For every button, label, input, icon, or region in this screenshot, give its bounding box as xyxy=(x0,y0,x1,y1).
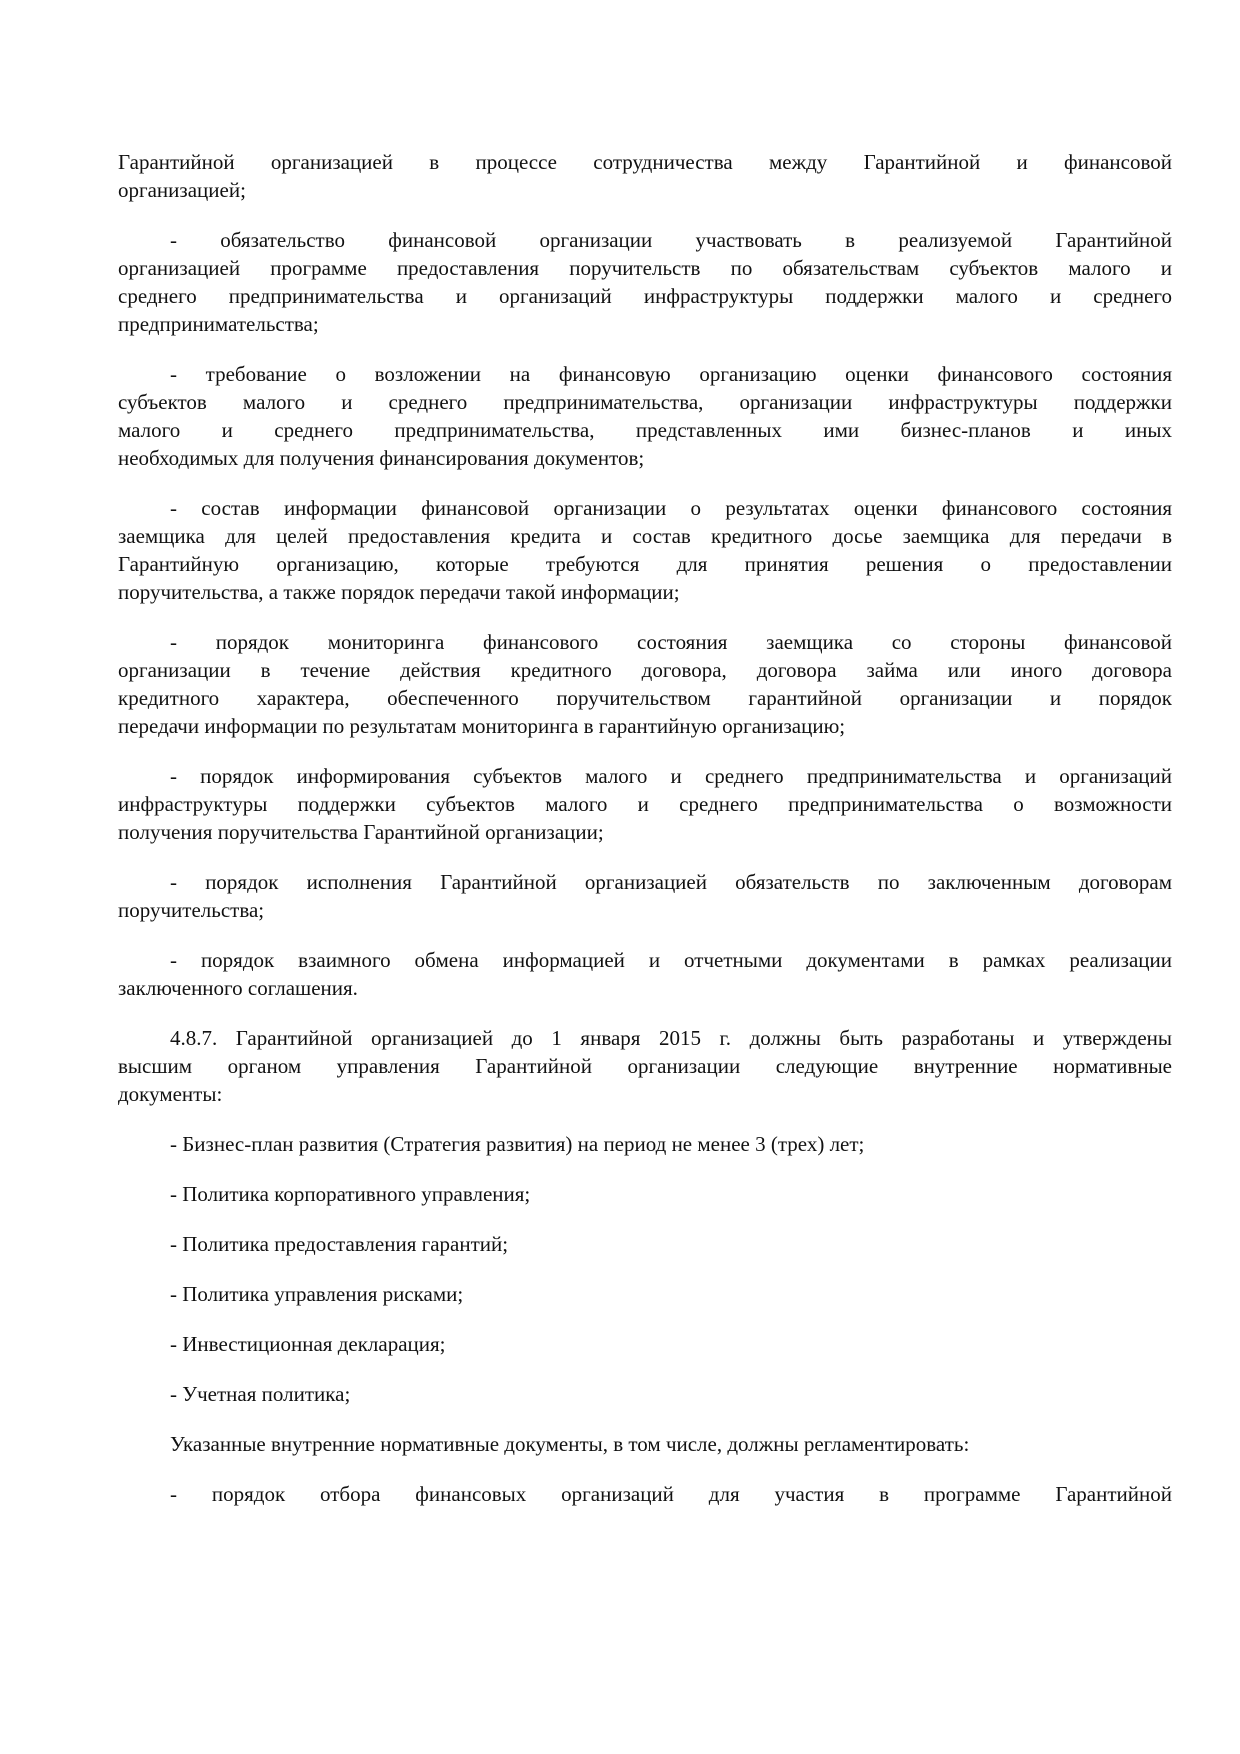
text-line: заключенного соглашения. xyxy=(118,976,358,1000)
document-page xyxy=(118,148,1172,1530)
paragraph xyxy=(118,628,1172,740)
paragraph xyxy=(118,1024,1172,1108)
paragraph xyxy=(118,1480,1172,1508)
text-line: - Инвестиционная декларация; xyxy=(170,1332,446,1356)
text-line: получения поручительства Гарантийной организации; xyxy=(118,820,604,844)
paragraph xyxy=(118,762,1172,846)
text-line: необходимых для получения финансирования документов; xyxy=(118,446,645,470)
text-line: Указанные внутренние нормативные документы, в том числе, должны регламентировать: xyxy=(170,1432,970,1456)
text-line: - Бизнес-план развития (Стратегия развития) на период не менее 3 (трех) лет; xyxy=(170,1132,865,1156)
text-line: кредитного характера, обеспеченного поручительством гарантийной организации и порядок xyxy=(118,686,1172,710)
text-line: среднего предпринимательства и организаций инфраструктуры поддержки малого и среднего xyxy=(118,284,1172,308)
paragraph xyxy=(118,868,1172,924)
text-line: поручительства; xyxy=(118,898,265,922)
text-line: поручительства, а также порядок передачи такой информации; xyxy=(118,580,680,604)
text-line: - порядок исполнения Гарантийной организацией обязательств по заключенным договорам xyxy=(170,870,1172,894)
paragraph xyxy=(118,360,1172,472)
text-line: документы: xyxy=(118,1082,223,1106)
paragraph xyxy=(118,1280,1172,1308)
text-line: - состав информации финансовой организации о результатах оценки финансового состояния xyxy=(170,496,1172,520)
text-line: - порядок взаимного обмена информацией и отчетными документами в рамках реализации xyxy=(170,948,1172,972)
text-line: высшим органом управления Гарантийной организации следующие внутренние нормативные xyxy=(118,1054,1172,1078)
paragraph xyxy=(118,226,1172,338)
paragraph xyxy=(118,148,1172,204)
text-line: заемщика для целей предоставления кредита и состав кредитного досье заемщика для передачи в xyxy=(118,524,1172,548)
text-line: Гарантийной организацией в процессе сотрудничества между Гарантийной и финансовой xyxy=(118,150,1172,174)
text-line: предпринимательства; xyxy=(118,312,319,336)
text-line: Гарантийную организацию, которые требуются для принятия решения о предоставлении xyxy=(118,552,1172,576)
text-line: - Политика управления рисками; xyxy=(170,1282,464,1306)
paragraph xyxy=(118,1430,1172,1458)
paragraph xyxy=(118,946,1172,1002)
text-line: субъектов малого и среднего предпринимательства, организации инфраструктуры поддержки xyxy=(118,390,1172,414)
paragraph xyxy=(118,1180,1172,1208)
text-line: - требование о возложении на финансовую организацию оценки финансового состояния xyxy=(170,362,1172,386)
paragraph xyxy=(118,1330,1172,1358)
text-line: организацией; xyxy=(118,178,246,202)
paragraph xyxy=(118,1130,1172,1158)
text-line: - порядок информирования субъектов малого и среднего предпринимательства и организаций xyxy=(170,764,1172,788)
text-line: 4.8.7. Гарантийной организацией до 1 января 2015 г. должны быть разработаны и утверждены xyxy=(170,1026,1172,1050)
text-line: передачи информации по результатам мониторинга в гарантийную организацию; xyxy=(118,714,846,738)
text-line: - обязательство финансовой организации участвовать в реализуемой Гарантийной xyxy=(170,228,1172,252)
text-line: организацией программе предоставления поручительств по обязательствам субъектов малого и xyxy=(118,256,1172,280)
text-line: инфраструктуры поддержки субъектов малого и среднего предпринимательства о возможности xyxy=(118,792,1172,816)
text-line: - порядок мониторинга финансового состояния заемщика со стороны финансовой xyxy=(170,630,1172,654)
paragraph xyxy=(118,1380,1172,1408)
text-line: организации в течение действия кредитного договора, договора займа или иного договора xyxy=(118,658,1172,682)
paragraph xyxy=(118,1230,1172,1258)
text-line: - Политика предоставления гарантий; xyxy=(170,1232,509,1256)
text-line: - порядок отбора финансовых организаций для участия в программе Гарантийной xyxy=(170,1482,1172,1506)
text-line: - Учетная политика; xyxy=(170,1382,351,1406)
text-line: - Политика корпоративного управления; xyxy=(170,1182,531,1206)
paragraph xyxy=(118,494,1172,606)
text-line: малого и среднего предпринимательства, представленных ими бизнес-планов и иных xyxy=(118,418,1172,442)
